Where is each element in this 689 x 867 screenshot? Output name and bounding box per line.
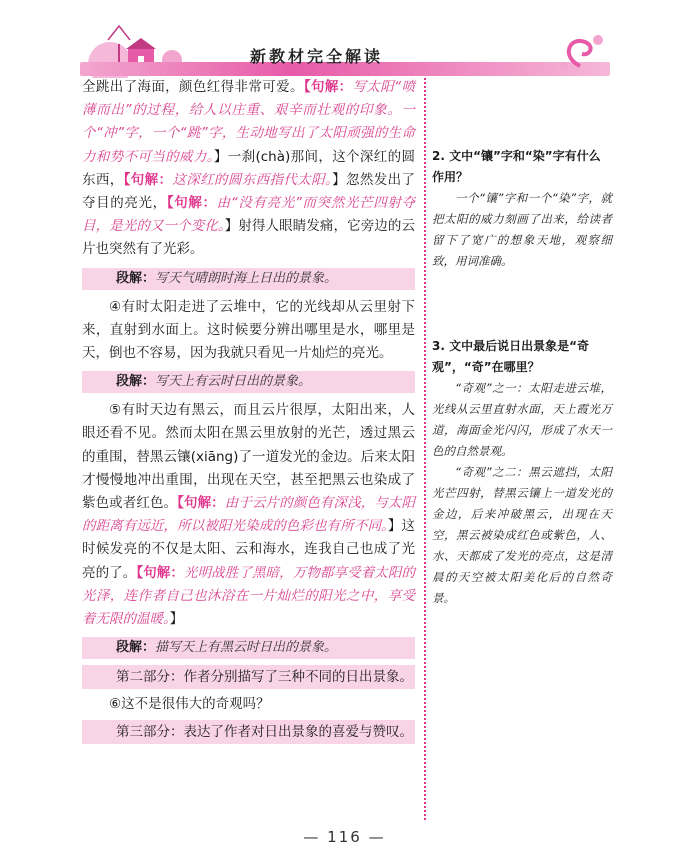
sentence-analysis: 由于云片的颜色有深浅，与太阳的距离有远近，所以被阳光染成的色彩也有所不同。	[82, 495, 415, 535]
paragraph-4: ④有时太阳走进了云堆中，它的光线却从云里射下来，直射到水面上。这时候要分辨出哪里是水，哪里是天，倒也不容易，因为我就只看见一片灿烂的亮光。	[82, 298, 415, 362]
text-span: ⑤有时天边有黑云，而且云片很厚，太阳出来，人眼还看不见。然而太阳在黑云里放射的光芒，透过黑云的重围，替黑云镶(xiāng)了一道发光的金边。后来太阳才慢慢地冲出重围，出现在天空，甚至把黑云也染成了紫色或者红色。	[82, 402, 415, 512]
text-span: 】一刹(chà)那间，这个深红的圆东西，	[82, 148, 415, 188]
sentence-analysis-label: 【句解：	[136, 564, 184, 581]
sentence-analysis: 由“没有亮光”而突然光芒四射夺目，是光的又一个变化。	[82, 195, 415, 235]
paragraph-analysis-bar	[82, 637, 415, 659]
sentence-analysis: 光明战胜了黑暗，万物都享受着太阳的光泽，连作者自己也沐浴在一片灿烂的阳光之中，享受着无限的温暖。	[82, 564, 415, 628]
sentence-analysis: 这深红的圆东西指代太阳。	[172, 171, 333, 188]
part-summary-3: 第三部分：表达了作者对日出景象的喜爱与赞叹。	[82, 720, 415, 744]
paragraph-analysis: 描写天上有黑云时日出的景象。	[155, 640, 338, 656]
main-text-column	[82, 76, 415, 748]
question-text: 2. 文中“镶”字和“染”字有什么作用？	[432, 149, 601, 184]
sentence-analysis-label: 【句解：	[177, 495, 225, 512]
answer-text: “奇观”之二：黑云遮挡，太阳光芒四射，替黑云镶上一道发光的金边，后来冲破黑云，出现在天空，黑云被染成红色或紫色，人、水、天都成了发光的亮点，这是清晨的天空被太阳美化后的自然奇景。	[432, 465, 612, 605]
paragraph-analysis: 写天上有云时日出的景象。	[155, 374, 312, 390]
sentence-analysis-label: 【句解：	[303, 79, 353, 95]
paragraph-analysis-label: 段解：	[116, 270, 156, 286]
side-question-3	[432, 336, 612, 609]
text-span: 】	[169, 611, 184, 628]
text-span: 】忽然发出了夺目的亮光，	[82, 171, 415, 212]
sentence-analysis-label: 【句解：	[166, 195, 217, 212]
text-span: 】这时候发亮的不仅是太阳、云和海水，连我自己也成了光亮的了。	[82, 518, 415, 581]
sentence-analysis: 写太阳“喷薄而出”的过程，给人以庄重、艰辛而壮观的印象。一个“冲”字，一个“跳”字，生动地写出了太阳顽强的生命力和势不可当的威力。	[82, 79, 416, 165]
answer-text: 一个“镶”字和一个“染”字，就把太阳的威力刻画了出来，给读者留下了宽广的想象天地，观察细致，用词准确。	[432, 191, 612, 268]
paragraph-3-continued	[82, 76, 415, 262]
sentence-analysis-label: 【句解：	[123, 171, 173, 188]
side-question-2	[432, 146, 612, 272]
page-title: 新教材完全解读	[250, 47, 384, 66]
page-number: — 116 —	[303, 828, 386, 846]
paragraph-6: ⑥这不是很伟大的奇观吗？	[109, 696, 270, 713]
answer-text: “奇观”之一：太阳走进云堆，光线从云里直射水面，天上霞光万道，海面金光闪闪，形成了水天一色的自然景观。	[432, 381, 612, 458]
page-header	[80, 18, 610, 80]
paragraph-analysis: 写天气晴朗时海上日出的景象。	[155, 270, 338, 286]
text-span: 】射得人眼睛发痛，它旁边的云片也突然有了光彩。	[82, 218, 415, 258]
paragraph-5	[82, 399, 415, 631]
swirl-decoration-icon	[550, 26, 610, 76]
column-divider	[424, 78, 426, 820]
text-span: 全跳出了海面，颜色红得非常可爱。	[82, 79, 304, 95]
paragraph-analysis-bar	[82, 268, 415, 290]
paragraph-analysis-label: 段解：	[116, 374, 156, 390]
part-summary-2: 第二部分：作者分别描写了三种不同的日出景象。	[82, 665, 415, 689]
paragraph-analysis-label: 段解：	[116, 640, 156, 656]
question-text: 3. 文中最后说日出景象是“奇观”，“奇”在哪里？	[432, 339, 589, 374]
paragraph-analysis-bar	[82, 371, 415, 393]
